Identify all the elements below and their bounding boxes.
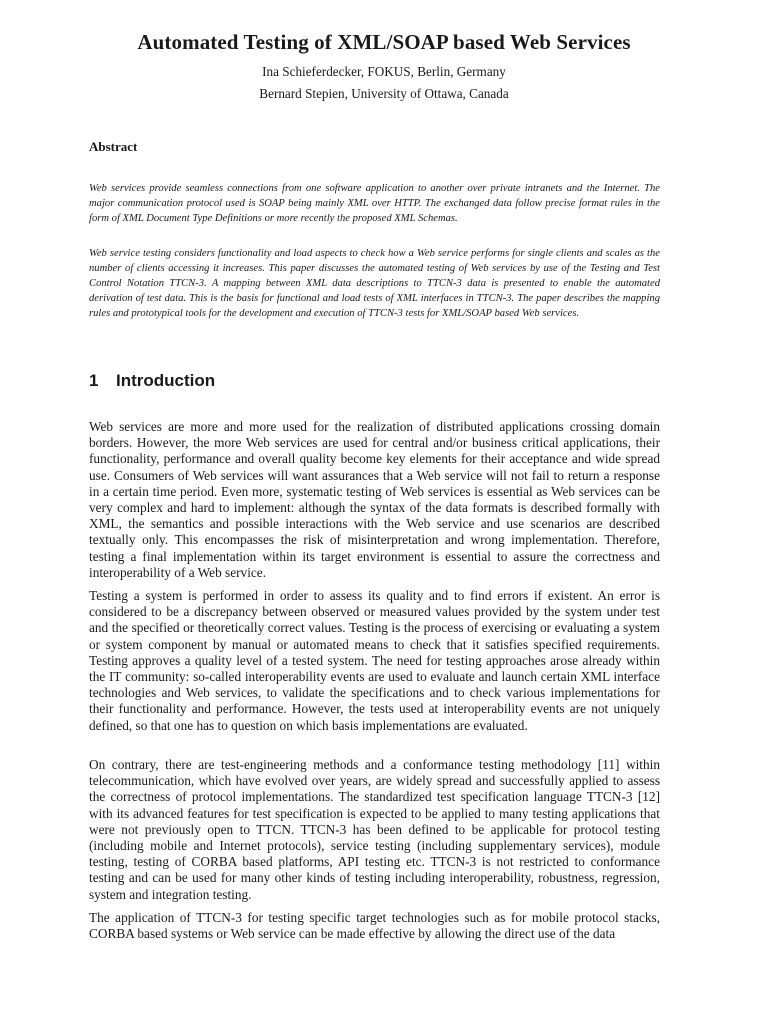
section-number: 1 — [89, 371, 99, 390]
author-1: Ina Schieferdecker, FOKUS, Berlin, Germany — [262, 64, 506, 79]
section-title: Introduction — [116, 371, 216, 390]
abstract-paragraph-1: Web services provide seamless connections from one software application to another over private intranets and the Internet. The major communication protocol used is SOAP being mainly XML over HTTP. The exchanged data follow precise format rules in the form of XML Document Type Definitions or more recently the proposed XML Schemas. — [89, 183, 660, 224]
body-paragraph-1: Web services are more and more used for the realization of distributed applications crossing domain borders. However, the more Web services are used for central and/or business critical applications, their functionality, performance and overall quality become key elements for their acceptance and wide spread use. Consumers of Web services will want assurances that a Web service will not fail to return a response in a certain time period. Even more, systematic testing of Web services is essential as Web services can be very complex and hard to implement: although the syntax of the data formats is described formally with XML, the semantics and possible interactions with the Web service and use scenarios are described textually only. This encompasses the risk of misinterpretation and wrong implementation. Therefore, testing a final implementation within its target environment is essential to assure the correctness and interoperability of a Web service. — [89, 419, 660, 580]
paper-title: Automated Testing of XML/SOAP based Web Services — [137, 30, 631, 54]
abstract-paragraph-2: Web service testing considers functionality and load aspects to check how a Web service performs for single clients and scales as the number of clients accessing it increases. This paper discusses the automated testing of Web services by use of the Testing and Test Control Notation TTCN-3. A mapping between XML data descriptions to TTCN-3 data is presented to enable the automated derivation of test data. This is the basis for functional and load tests of XML interfaces in TTCN-3. The paper describes the mapping rules and prototypical tools for the development and execution of TTCN-3 tests for XML/SOAP based Web services. — [89, 248, 660, 319]
body-paragraph-3: On contrary, there are test-engineering methods and a conformance testing methodology [11] within telecommunication, which have evolved over years, are widely spread and successfully applied to assess the correctness of protocol implementations. The standardized test specification language TTCN-3 [12] with its advanced features for test specification is expected to be applied to many testing applications that were not previously open to TTCN. TTCN-3 has been defined to be applicable for protocol testing (including mobile and Internet protocols), service testing (including supplementary services), module testing, testing of CORBA based platforms, API testing etc. TTCN-3 is not restricted to conformance testing and can be used for many other kinds of testing including interoperability, robustness, regression, system and integration testing. — [89, 757, 660, 902]
body-paragraph-4: The application of TTCN-3 for testing specific target technologies such as for mobile protocol stacks, CORBA based systems or Web service can be made effective by allowing the direct use of the data — [89, 910, 660, 942]
section-heading — [89, 371, 215, 391]
author-2: Bernard Stepien, University of Ottawa, Canada — [259, 86, 509, 101]
body-paragraph-2: Testing a system is performed in order to assess its quality and to find errors if existent. An error is considered to be a discrepancy between observed or measured values provided by the system under test and the specified or theoretically correct values. Testing is the process of exercising or evaluating a system or system component by manual or automated means to check that it satisfies specified requirements. Testing approves a quality level of a tested system. The need for testing approaches arose already within the IT community: so-called interoperability events are used to evaluate and launch certain XML interface technologies and Web services, to validate the specifications and to check various implementations for their functionality and performance. However, the tests used at interoperability events are not uniquely defined, so that one has to question on which basis implementations are evaluated. — [89, 588, 660, 733]
abstract-heading: Abstract — [89, 139, 138, 154]
